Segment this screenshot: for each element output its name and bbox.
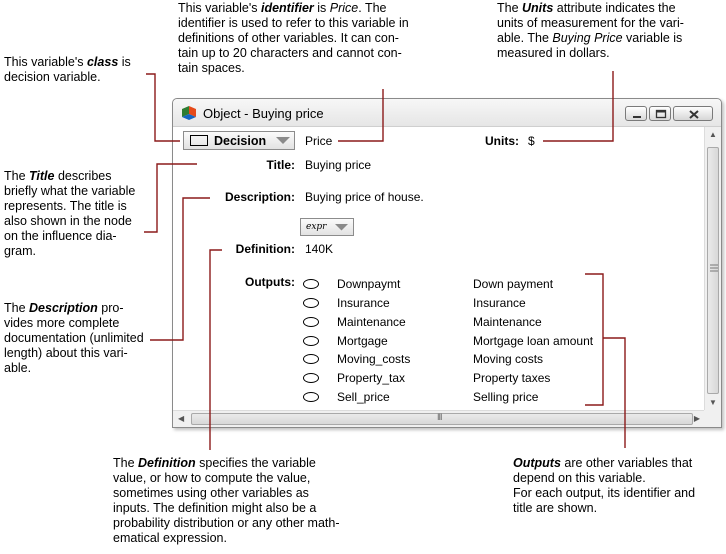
description-annotation: The Description pro- vides more complete documentation (unlimited length) about this vari- able. <box>4 301 144 375</box>
scroll-grip: III <box>437 412 442 422</box>
decision-node-icon <box>190 135 208 146</box>
object-content <box>173 127 704 410</box>
chevron-down-icon <box>276 137 290 145</box>
class-annotation: This variable's class is decision variable. <box>4 55 131 84</box>
output-node-icon <box>303 298 319 308</box>
definition-value[interactable]: 140K <box>305 242 334 256</box>
output-title: Insurance <box>473 296 526 310</box>
output-node-icon <box>303 373 319 383</box>
identifier-annotation: This variable's identifier is Price. The identifier is used to refer to this variable in definitions of other variables. It can con- tain up to 20 characters and cannot con- tain spaces. <box>178 1 409 75</box>
minimize-icon <box>626 107 648 122</box>
window-title: Object - Buying price <box>203 106 324 121</box>
output-title: Selling price <box>473 390 539 404</box>
description-value[interactable]: Buying price of house. <box>305 190 424 204</box>
scroll-up-icon[interactable]: ▲ <box>709 130 717 139</box>
output-node-icon <box>303 336 319 346</box>
object-window <box>172 98 722 428</box>
vertical-scrollbar[interactable] <box>704 127 721 410</box>
output-title: Down payment <box>473 277 554 291</box>
output-node-icon <box>303 279 319 289</box>
class-value: Decision <box>214 134 267 148</box>
units-label: Units: <box>485 134 519 148</box>
title-label: Title: <box>266 158 295 172</box>
window-titlebar[interactable] <box>173 99 721 127</box>
description-label: Description: <box>224 190 295 204</box>
maximize-button[interactable] <box>649 106 671 121</box>
vertical-scroll-thumb[interactable] <box>707 147 719 394</box>
output-identifier[interactable]: Maintenance <box>337 315 406 329</box>
output-identifier[interactable]: Moving_costs <box>337 352 411 366</box>
scroll-down-icon[interactable]: ▼ <box>709 398 717 407</box>
title-value[interactable]: Buying price <box>305 158 372 172</box>
outputs-label: Outputs: <box>245 275 295 289</box>
output-title: Maintenance <box>473 315 542 329</box>
output-title: Mortgage loan amount <box>473 334 594 348</box>
resize-corner[interactable] <box>704 410 721 427</box>
definition-annotation: The Definition specifies the variable value, or how to compute the value, sometimes using other variables as inputs. The definition might also be a probability distribution or any other math- ematical expression. <box>113 456 340 545</box>
expr-label: expr <box>306 222 327 232</box>
horizontal-scrollbar[interactable] <box>173 410 704 427</box>
grip-icon <box>709 264 719 272</box>
chevron-down-icon <box>335 224 348 231</box>
identifier-value[interactable]: Price <box>305 134 333 148</box>
scroll-right-icon[interactable]: ▶ <box>693 414 700 423</box>
output-identifier[interactable]: Insurance <box>337 296 390 310</box>
class-dropdown[interactable] <box>183 131 295 150</box>
output-node-icon <box>303 392 319 402</box>
output-identifier[interactable]: Sell_price <box>337 390 390 404</box>
definition-label: Definition: <box>235 242 295 256</box>
output-identifier[interactable]: Property_tax <box>337 371 406 385</box>
scroll-left-icon[interactable]: ◀ <box>178 414 185 423</box>
units-value[interactable]: $ <box>528 134 535 148</box>
maximize-icon <box>650 107 672 122</box>
output-identifier[interactable]: Mortgage <box>337 334 388 348</box>
units-annotation: The Units attribute indicates the units of measurement for the vari- able. The Buying Price variable is measured in dollars. <box>497 1 684 60</box>
output-title: Moving costs <box>473 352 544 366</box>
minimize-button[interactable] <box>625 106 647 121</box>
analytica-app-icon <box>181 105 197 121</box>
output-node-icon <box>303 354 319 364</box>
outputs-annotation: Outputs are other variables that depend on this variable. For each output, its identifier and title are shown. <box>513 456 696 515</box>
output-title: Property taxes <box>473 371 551 385</box>
horizontal-scroll-thumb[interactable] <box>191 413 693 425</box>
title-annotation: The Title describes briefly what the variable represents. The title is also shown in the node on the influence dia- gram. <box>4 169 136 258</box>
close-button[interactable] <box>673 106 713 121</box>
close-icon <box>674 107 714 122</box>
output-identifier[interactable]: Downpaymt <box>337 277 401 291</box>
expr-dropdown[interactable] <box>300 218 354 236</box>
output-node-icon <box>303 317 319 327</box>
